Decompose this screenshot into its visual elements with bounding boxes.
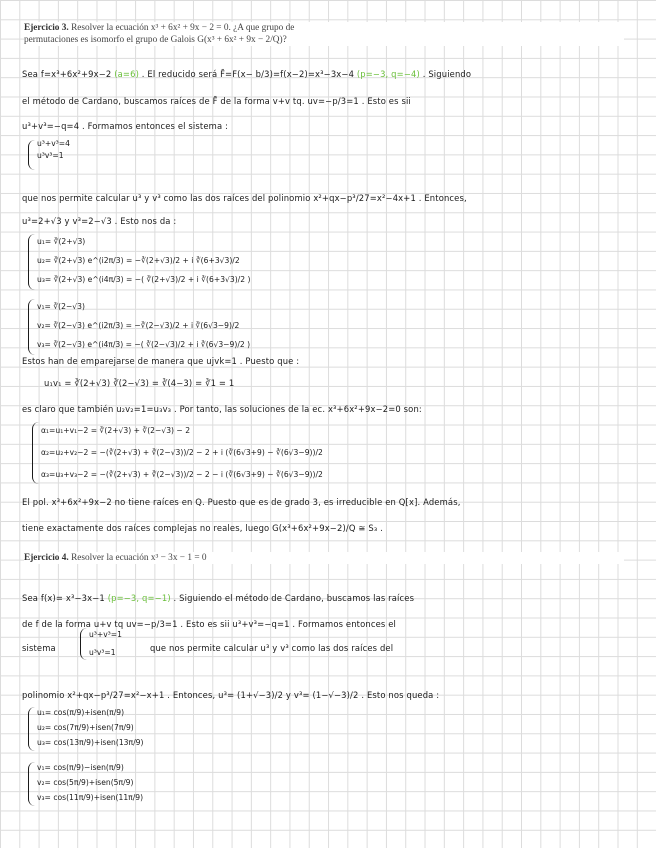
ex3-line-1 [22, 69, 471, 79]
ex4-u1: u₁= cos(π/9)+isen(π/9) [37, 708, 125, 717]
ex3-line-4: que nos permite calcular u³ y v³ como las dos raíces del polinomio x²+qx−p³/27=x²−4x+1 . Entonces, [22, 193, 467, 203]
ex3-line-10: tiene exactamente dos raíces complejas no reales, luego G(x³+6x²+9x−2)/Q ≅ S₃ . [22, 523, 383, 533]
exercise-4-label: Ejercicio 4. [24, 553, 69, 563]
ex4-system-1-eq-1: u³+v³=1 [89, 630, 122, 639]
ex4-line-1b: . Siguiendo el método de Cardano, buscamos las raíces [170, 593, 415, 603]
ex3-line-3: u³+v³=−q=4 . Formamos entonces el sistema : [22, 121, 229, 131]
ex3-v3: v₃= ∛(2−√3) e^(i4π/3) = −( ∛(2−√3)/2 + i ∛(6√3−9)/2 ) [37, 340, 251, 349]
ex3-u1: u₁= ∛(2+√3) [37, 237, 86, 246]
exercise-4-text: Resolver la ecuación x³ − 3x − 1 = 0 [71, 553, 207, 563]
ex3-system-1-eq-2: u³v³=1 [37, 150, 64, 160]
exercise-3-text-2: permutaciones es isomorfo el grupo de Galois G(x³ + 6x² + 9x − 2/Q)? [24, 35, 287, 45]
ex3-line-1c: . Siguiendo [419, 69, 472, 79]
ex4-line-1a: Sea f(x)= x³−3x−1 [22, 593, 108, 603]
ex4-v3: v₃= cos(11π/9)+isen(11π/9) [37, 793, 144, 802]
brace [28, 140, 35, 170]
ex3-line-7: u₁v₁ = ∛(2+√3) ∛(2−√3) = ∛(4−3) = ∛1 = 1 [44, 378, 235, 388]
ex4-v2: v₂= cos(5π/9)+isen(5π/9) [37, 778, 134, 787]
exercise-3-label: Ejercicio 3. [24, 23, 69, 33]
exercise-3-statement [24, 22, 624, 46]
brace [28, 707, 35, 751]
ex3-pq-green: (p=−3, q=−4) [356, 69, 420, 79]
ex4-line-3b: que nos permite calcular u³ y v³ como las dos raíces del [150, 643, 394, 653]
brace [28, 762, 35, 806]
ex3-line-1a: Sea f=x³+6x²+9x−2 [22, 69, 115, 79]
ex4-line-1 [22, 593, 414, 603]
ex3-alpha-3: α₃=u₃+v₃−2 = −(∛(2+√3) + ∛(2−√3))/2 − 2 − i (∛(6√3+9) − ∛(6√3−9))/2 [41, 470, 323, 479]
ex3-line-9: El pol. x³+6x²+9x−2 no tiene raíces en Q. Puesto que es de grado 3, es irreducible en Q[x]. Además, [22, 497, 461, 507]
brace [32, 422, 39, 484]
ex3-line-8: es claro que también u₂v₂=1=u₃v₃ . Por tanto, las soluciones de la ec. x³+6x²+9x−2=0 son: [22, 404, 422, 414]
ex4-u3: u₃= cos(13π/9)+isen(13π/9) [37, 738, 144, 747]
brace [28, 299, 35, 355]
ex3-line-1b: . El reducido será F̄=F(x− b/3)=f(x−2)=x³−3x−4 [138, 69, 357, 79]
ex4-line-4: polinomio x²+qx−p³/27=x²−x+1 . Entonces, u³= (1+√−3)/2 y v³= (1−√−3)/2 . Esto nos queda : [22, 690, 440, 700]
ex4-system-1-eq-2: u³v³=1 [89, 648, 116, 657]
ex3-coeff-green: (a=6) [114, 69, 139, 79]
ex3-v1: v₁= ∛(2−√3) [37, 302, 85, 311]
ex4-line-2: de f de la forma u+v tq uv=−p/3=1 . Esto es sii u³+v³=−q=1 . Formamos entonces el [22, 619, 397, 629]
ex3-system-1-eq-1: u³+v³=4 [37, 139, 70, 148]
ex3-alpha-2: α₂=u₂+v₂−2 = −(∛(2+√3) + ∛(2−√3))/2 − 2 + i (∛(6√3+9) − ∛(6√3−9))/2 [41, 448, 323, 457]
ex4-v1: v₁= cos(π/9)−isen(π/9) [37, 763, 124, 772]
ex3-u3: u₃= ∛(2+√3) e^(i4π/3) = −( ∛(2+√3)/2 + i ∛(6+3√3)/2 ) [37, 275, 251, 284]
exercise-3-text-1: Resolver la ecuación x³ + 6x² + 9x − 2 = 0. ¿A que grupo de [71, 23, 295, 33]
ex3-line-5: u³=2+√3 y v³=2−√3 . Esto nos da : [22, 216, 177, 226]
ex4-u2: u₂= cos(7π/9)+isen(7π/9) [37, 723, 134, 732]
brace [80, 628, 87, 660]
ex3-u2: u₂= ∛(2+√3) e^(i2π/3) = −∛(2+√3)/2 + i ∛(6+3√3)/2 [37, 256, 240, 265]
ex3-line-6: Estos han de emparejarse de manera que ujvk=1 . Puesto que : [22, 356, 300, 366]
ex3-v2: v₂= ∛(2−√3) e^(i2π/3) = −∛(2−√3)/2 + i ∛(6√3−9)/2 [37, 321, 240, 330]
exercise-4-statement [24, 552, 624, 564]
exercise-3-line-1 [24, 22, 624, 34]
ex4-line-3a: sistema [22, 643, 56, 653]
ex3-alpha-1: α₁=u₁+v₁−2 = ∛(2+√3) + ∛(2−√3) − 2 [41, 426, 191, 435]
ex4-pq-green: (p=−3, q=−1) [107, 593, 171, 603]
ex3-line-2: el método de Cardano, buscamos raíces de F̄ de la forma v+v tq. uv=−p/3=1 . Esto es sii [22, 96, 411, 106]
brace [28, 234, 35, 290]
